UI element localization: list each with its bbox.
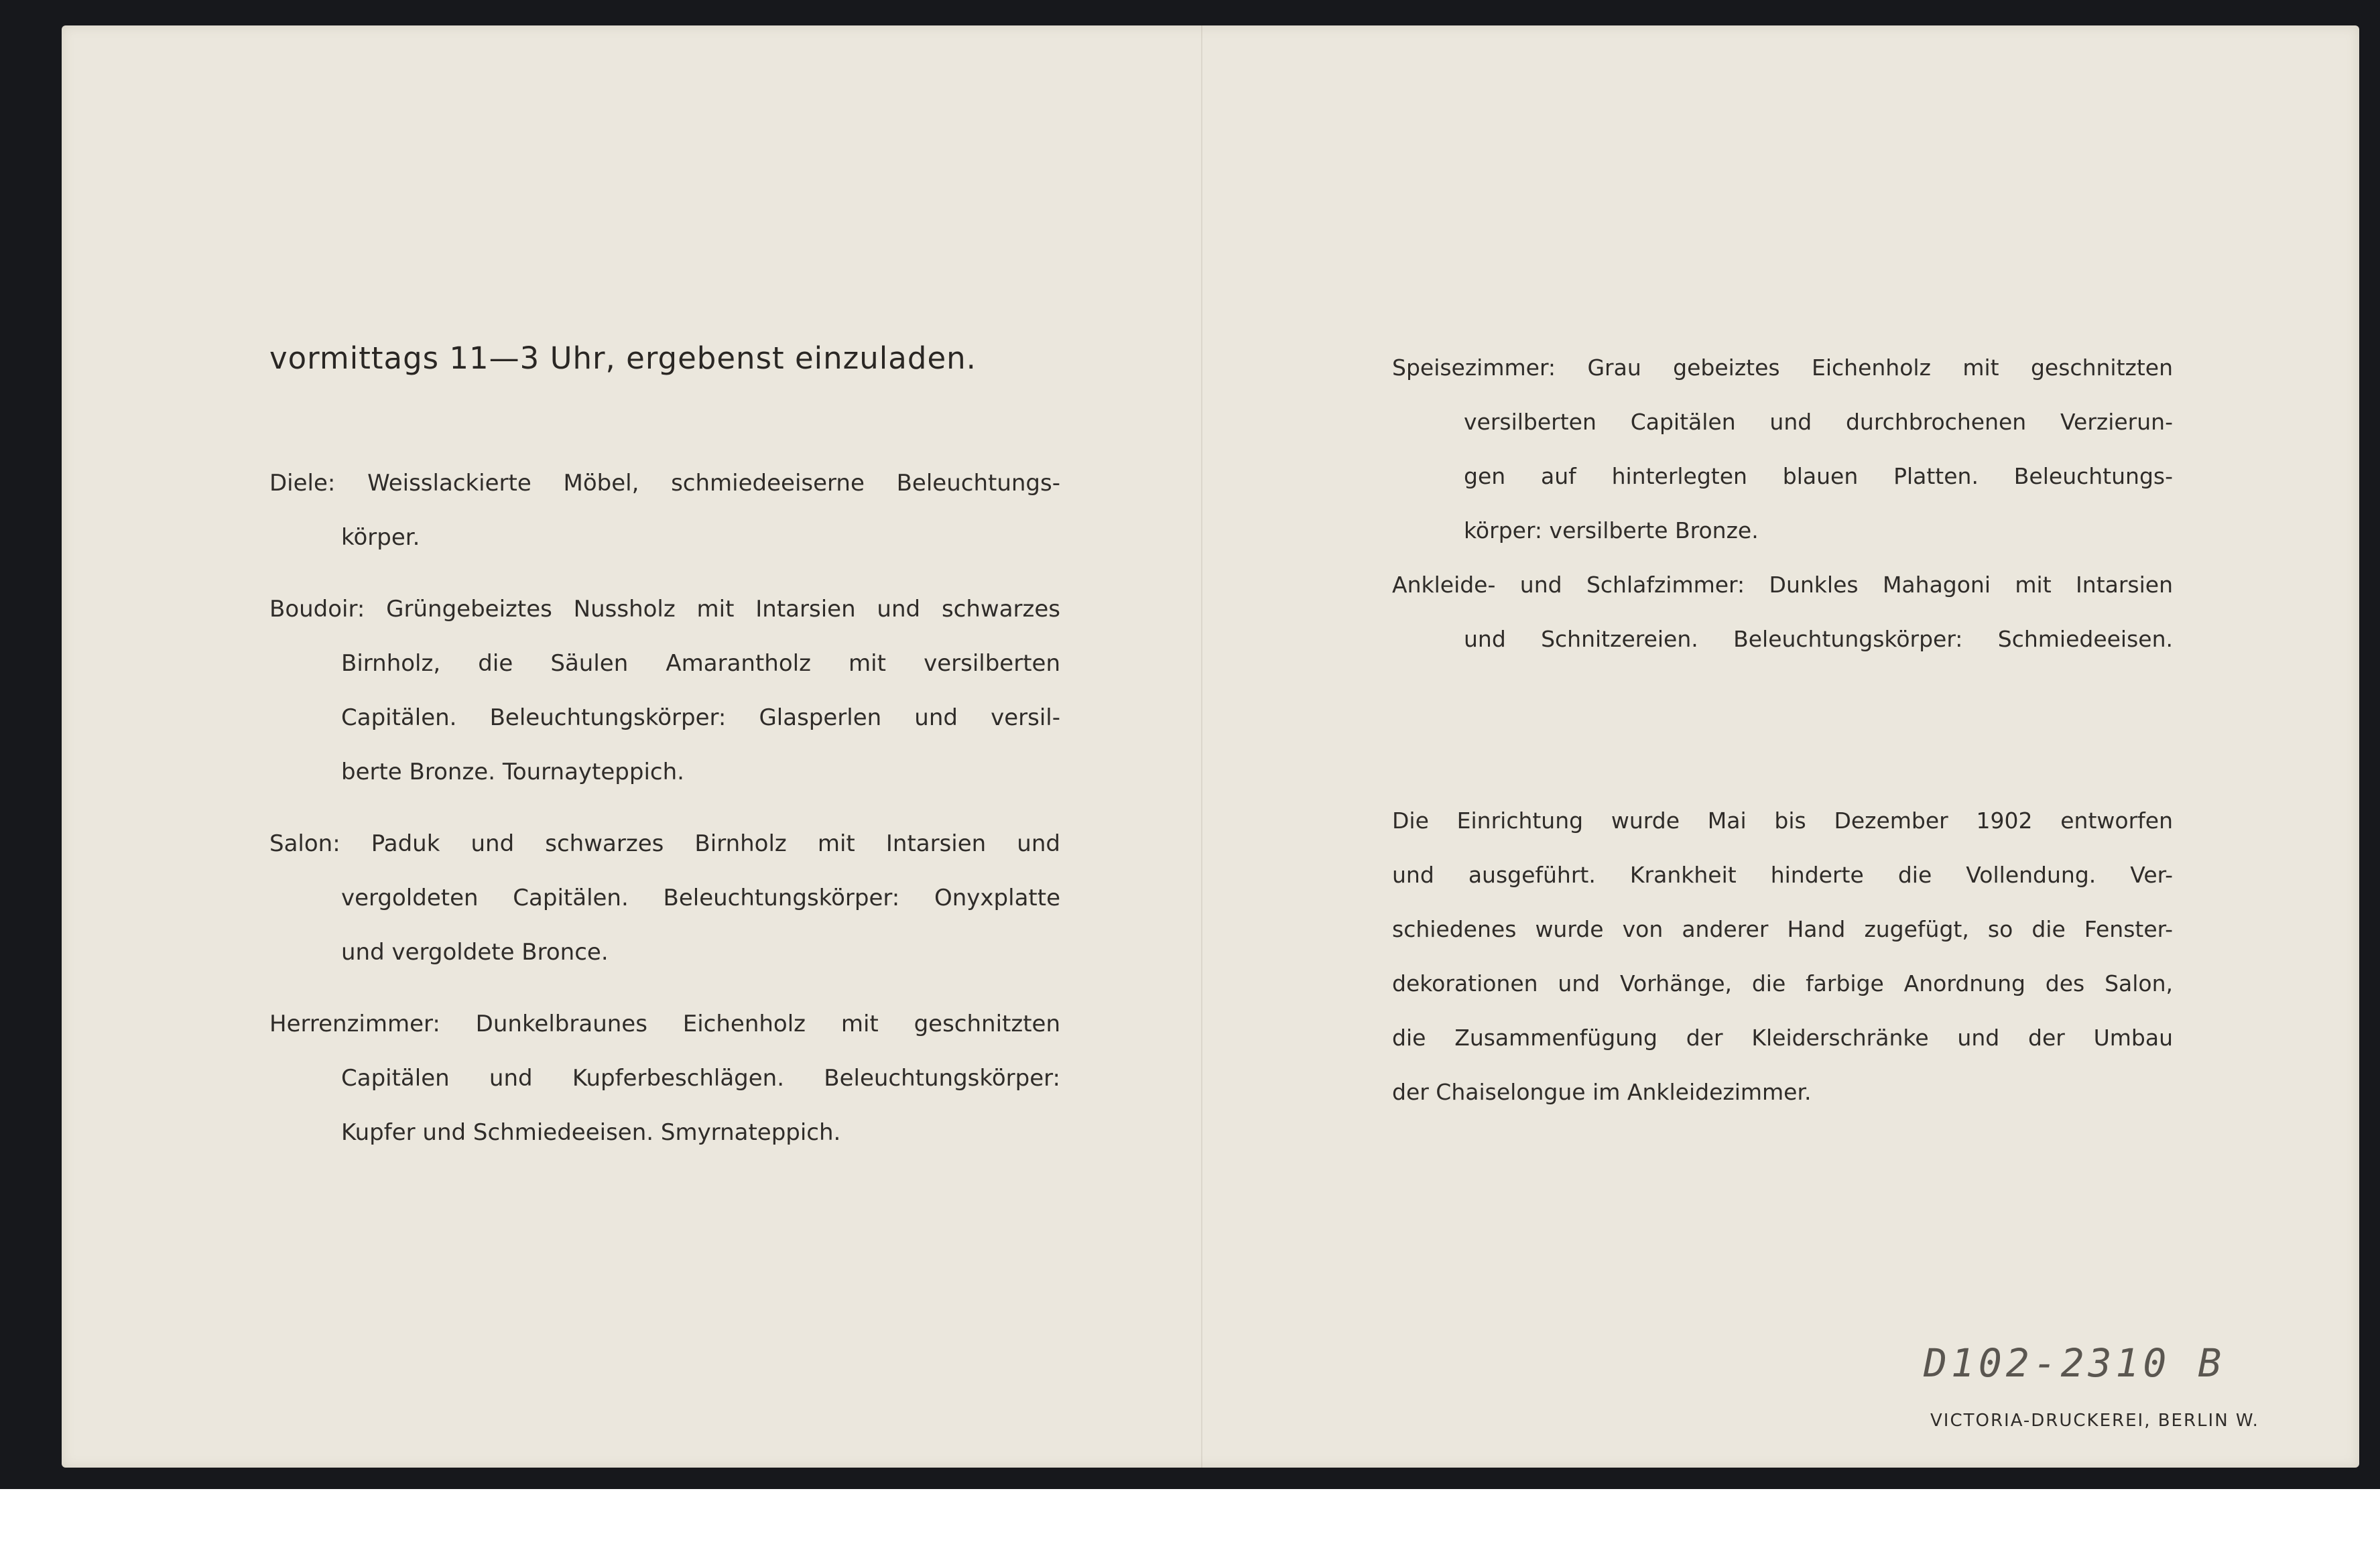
room-entry-herrenzimmer: [269, 997, 1060, 1160]
entry-line: und vergoldete Bronce.: [341, 939, 609, 966]
entry-line: Diele: Weisslackierte Möbel, schmiedeeiserne Beleuchtungs-: [269, 470, 1060, 497]
room-entry-boudoir: [269, 582, 1060, 799]
page-fold: [1201, 25, 1202, 1468]
room-entry-diele: [269, 456, 1060, 565]
entry-line: vergoldeten Capitälen. Beleuchtungskörper: Onyxplatte: [341, 885, 1060, 911]
entry-line: versilberten Capitälen und durchbrochenen Verzierun-: [1464, 409, 2173, 435]
printer-imprint: VICTORIA-DRUCKEREI, BERLIN W.: [1930, 1411, 2259, 1431]
note-line: die Zusammenfügung der Kleiderschränke und der Umbau: [1392, 1025, 2173, 1051]
entry-line: Capitälen und Kupferbeschlägen. Beleuchtungskörper:: [341, 1065, 1060, 1092]
right-column: [1392, 340, 2173, 1119]
entry-line: Capitälen. Beleuchtungskörper: Glasperlen und versil-: [341, 704, 1060, 731]
closing-note: [1392, 793, 2173, 1119]
entry-line: Boudoir: Grüngebeiztes Nussholz mit Intarsien und schwarzes: [269, 596, 1060, 623]
entry-line: körper: versilberte Bronze.: [1464, 517, 1759, 543]
left-column: [269, 340, 1060, 1177]
archive-pencil-mark: D102-2310 B: [1924, 1340, 2226, 1386]
entry-line: Herrenzimmer: Dunkelbraunes Eichenholz mit geschnitzten: [269, 1011, 1060, 1037]
note-line: und ausgeführt. Krankheit hinderte die Vollendung. Ver-: [1392, 862, 2173, 888]
note-line: Die Einrichtung wurde Mai bis Dezember 1902 entworfen: [1392, 808, 2173, 834]
note-line: dekorationen und Vorhänge, die farbige Anordnung des Salon,: [1392, 970, 2173, 996]
entry-line: und Schnitzereien. Beleuchtungskörper: Schmiedeeisen.: [1464, 626, 2173, 652]
note-line: der Chaiselongue im Ankleidezimmer.: [1392, 1079, 1812, 1105]
entry-line: körper.: [341, 524, 420, 551]
entry-line: Kupfer und Schmiedeeisen. Smyrnateppich.: [341, 1119, 841, 1146]
opening-line: vormittags 11—3 Uhr, ergebenst einzuladen.: [269, 340, 977, 376]
room-entry-schlafzimmer: [1392, 558, 2173, 666]
entry-line: Ankleide- und Schlafzimmer: Dunkles Mahagoni mit Intarsien: [1392, 572, 2173, 598]
entry-line: Birnholz, die Säulen Amarantholz mit versilberten: [341, 650, 1060, 677]
entry-line: berte Bronze. Tournayteppich.: [341, 759, 684, 785]
entry-line: gen auf hinterlegten blauen Platten. Beleuchtungs-: [1464, 463, 2173, 489]
document-page: [62, 25, 2359, 1468]
entry-line: Salon: Paduk und schwarzes Birnholz mit Intarsien und: [269, 830, 1060, 857]
note-line: schiedenes wurde von anderer Hand zugefügt, so die Fenster-: [1392, 916, 2173, 942]
room-entry-salon: [269, 817, 1060, 980]
entry-line: Speisezimmer: Grau gebeiztes Eichenholz mit geschnitzten: [1392, 355, 2173, 381]
room-entry-speisezimmer: [1392, 340, 2173, 558]
